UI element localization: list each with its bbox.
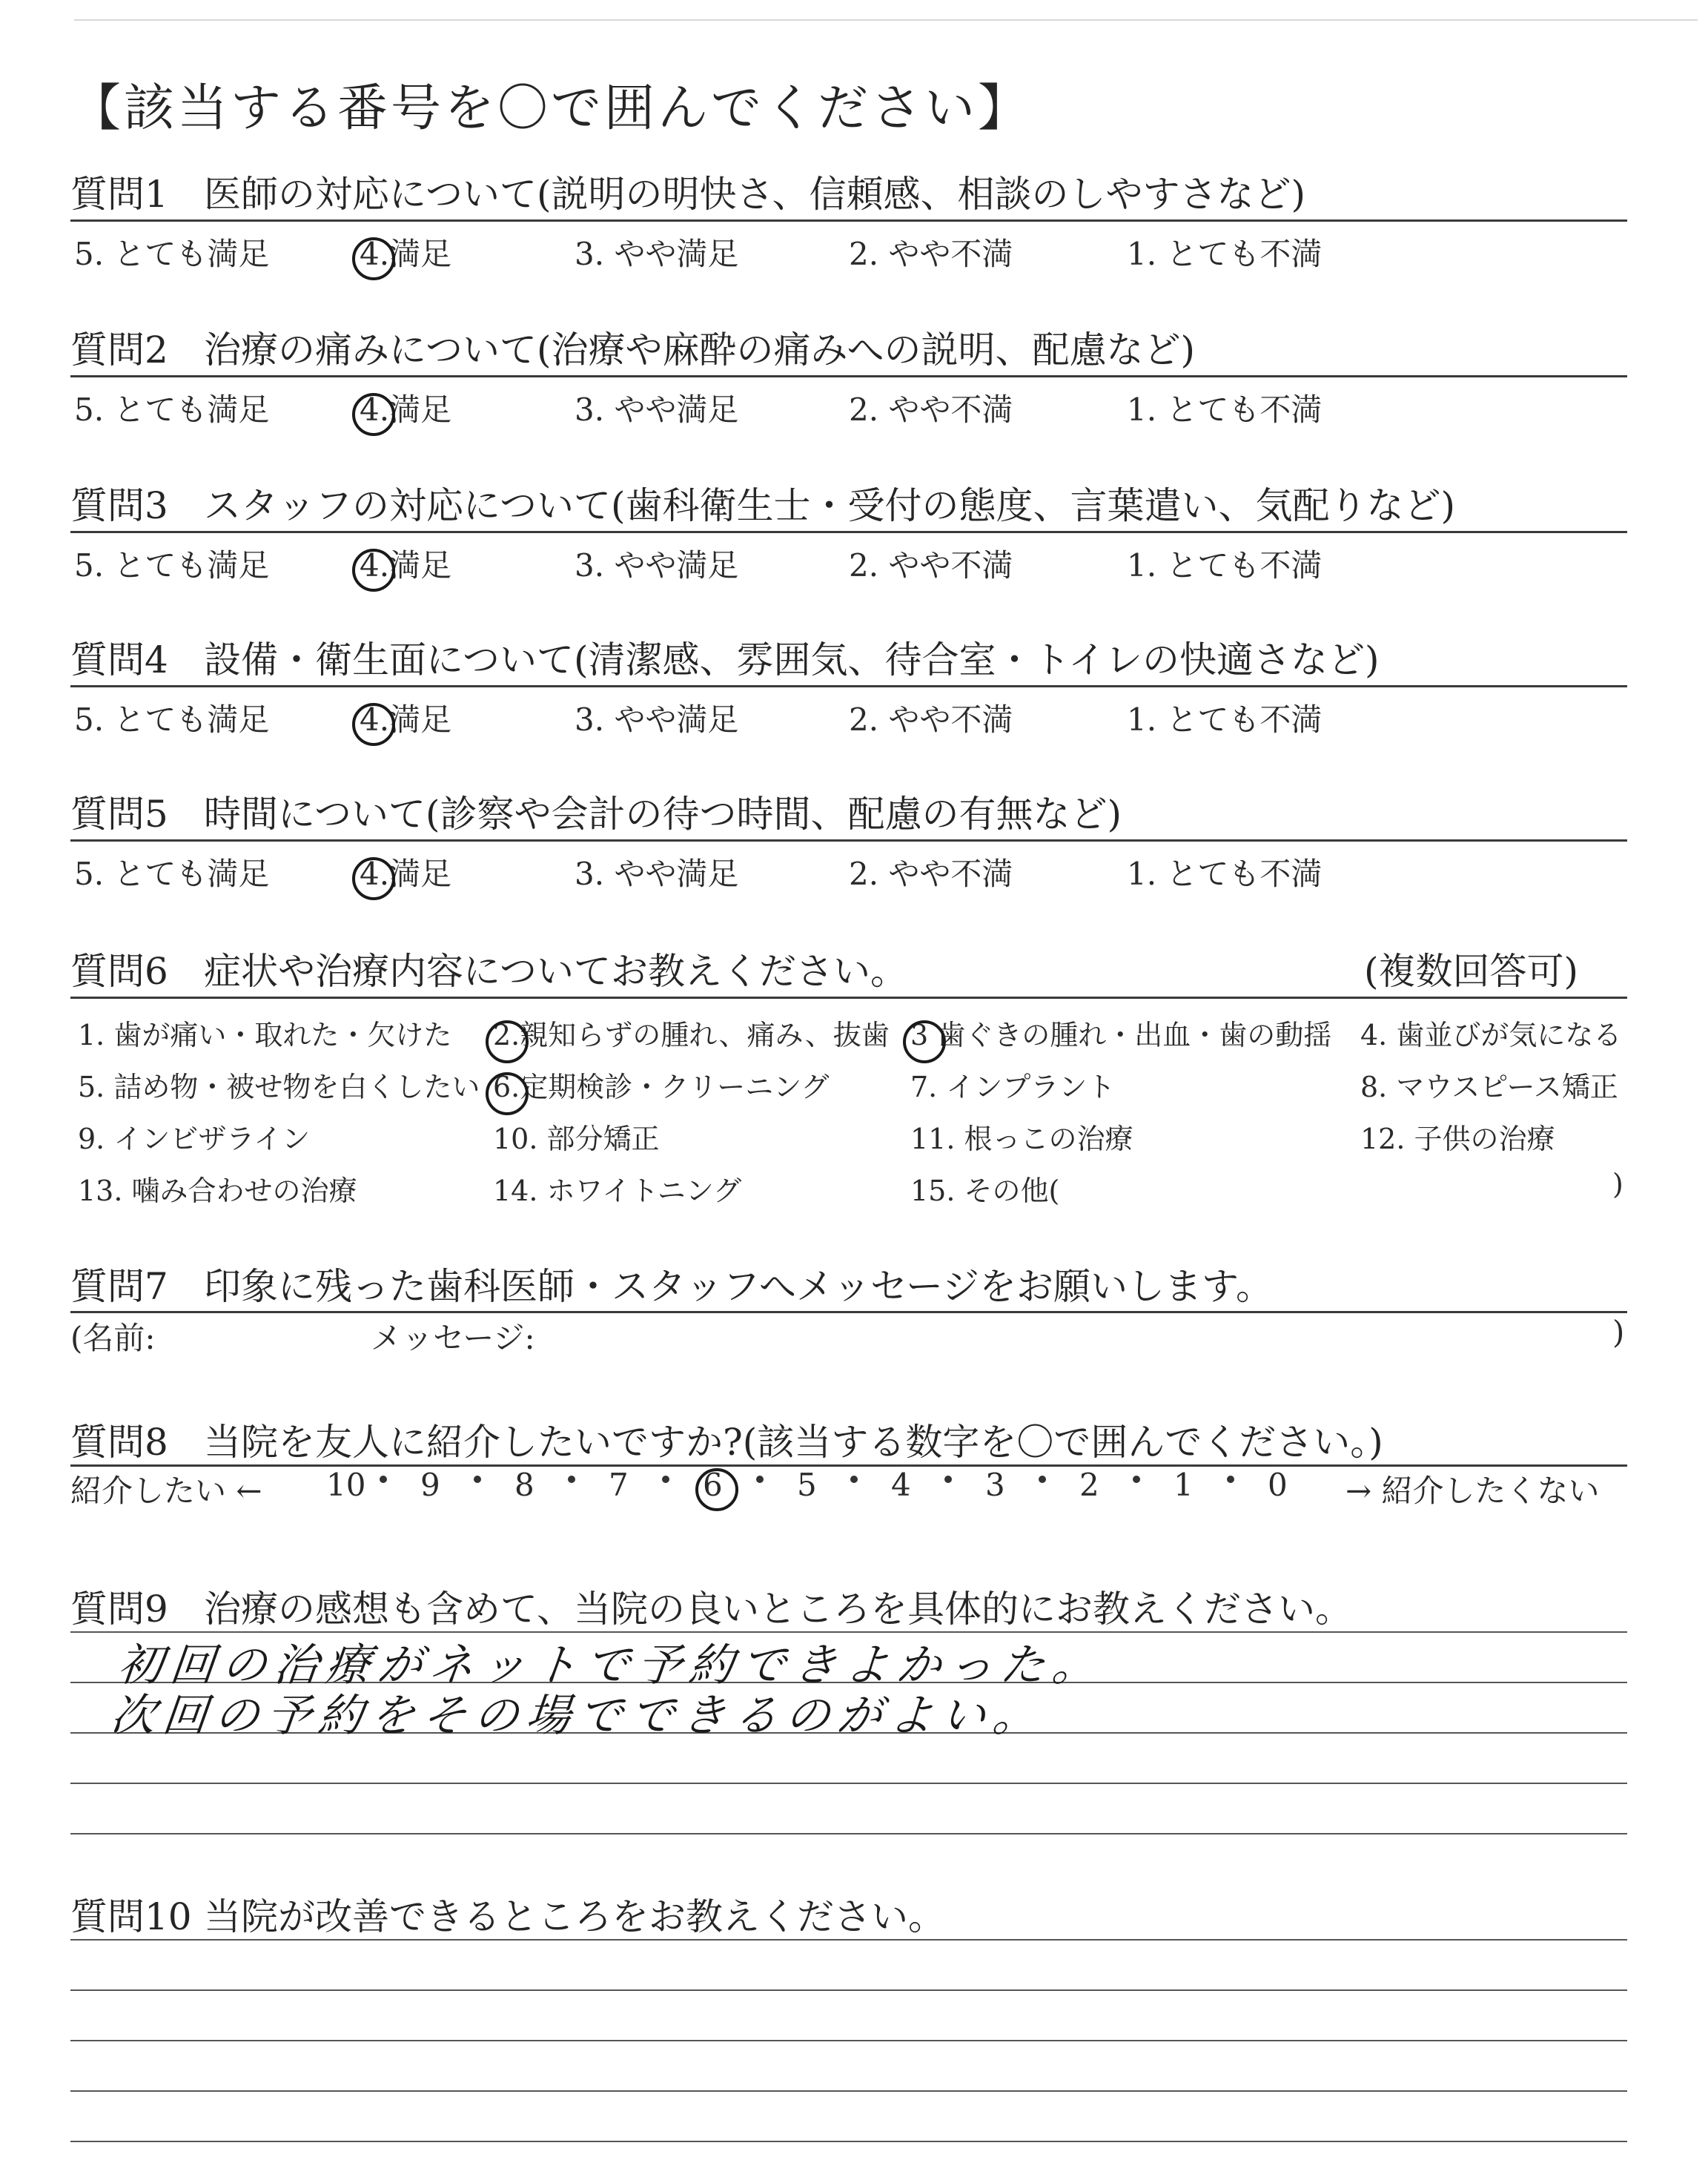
q8-heading [70, 1413, 1383, 1466]
q9-text: 治療の感想も含めて、当院の良いところを具体的にお教えください。 [204, 1588, 1352, 1631]
q9-line-5 [70, 1833, 1627, 1834]
q6-item-6-number-circled[interactable]: 6. [493, 1071, 520, 1103]
q6-item-7: 7. インプラント [910, 1071, 1116, 1103]
q10-line-1 [70, 1939, 1627, 1941]
page-title: 【該当する番号を〇で囲んでください】 [70, 79, 1032, 138]
q9-number: 質問9 [70, 1588, 168, 1631]
q8-number: 質問8 [70, 1421, 168, 1464]
q7-rule [70, 1311, 1627, 1313]
q6-item-10: 10. 部分矯正 [493, 1123, 660, 1155]
q3-opt-5-very-satisfied[interactable]: 5. とても満足 [74, 547, 270, 584]
q8-text: 当院を友人に紹介したいですか?(該当する数字を〇で囲んでください。) [204, 1421, 1383, 1464]
q2-opt-4-label: 満足 [389, 392, 452, 428]
q6-item-13: 13. 噛み合わせの治療 [78, 1175, 357, 1207]
q10-number: 質問10 [70, 1895, 192, 1938]
q8-left-label: 紹介したい ← [70, 1473, 262, 1509]
q8-scale-number: 10 [326, 1467, 366, 1503]
q7-close: ) [1612, 1314, 1625, 1350]
q6-item-8: 8. マウスピース矯正 [1360, 1071, 1618, 1103]
q6-item-3-number-circled[interactable]: 3 [910, 1019, 929, 1051]
q4-opt-2-somewhat-dissatisfied[interactable]: 2. やや不満 [849, 701, 1013, 738]
q8-scale-number: 6 [703, 1467, 723, 1503]
q8-scale-value-8[interactable] [514, 1467, 534, 1503]
q8-scale-separator-dot [380, 1476, 387, 1483]
q3-text: スタッフの対応について(歯科衛生士・受付の態度、言葉遣い、気配りなど) [204, 484, 1456, 527]
q2-opt-4-satisfied [360, 386, 451, 430]
q3-opt-3-somewhat-satisfied[interactable]: 3. やや満足 [575, 547, 739, 584]
q3-opt-2-somewhat-dissatisfied[interactable]: 2. やや不満 [849, 547, 1013, 584]
q8-scale-value-4[interactable] [891, 1467, 911, 1503]
q8-scale-number: 8 [514, 1467, 534, 1503]
q6-item-4: 4. 歯並びが気になる [1360, 1019, 1622, 1051]
q5-opt-2-somewhat-dissatisfied[interactable]: 2. やや不満 [849, 856, 1013, 892]
q10-heading [70, 1887, 945, 1941]
q6-item-14: 14. ホワイトニング [493, 1175, 742, 1207]
q2-number: 質問2 [70, 328, 168, 371]
q1-opt-4-satisfied [360, 230, 451, 274]
q8-right-label: → 紹介したくない [1345, 1473, 1600, 1509]
q8-scale-number: 5 [797, 1467, 817, 1503]
q6-item-12: 12. 子供の治療 [1360, 1123, 1555, 1155]
q5-opt-4-satisfied [360, 850, 451, 894]
q4-opt-3-somewhat-satisfied[interactable]: 3. やや満足 [575, 701, 739, 738]
q1-opt-4-number-circled[interactable]: 4. [360, 236, 390, 272]
q5-heading [70, 785, 1122, 838]
q7-text: 印象に残った歯科医師・スタッフへメッセージをお願いします。 [204, 1265, 1273, 1308]
q6-item-3 [910, 1012, 1331, 1053]
q4-opt-1-very-dissatisfied[interactable]: 1. とても不満 [1127, 701, 1323, 738]
q9-line-4 [70, 1783, 1627, 1784]
q3-opt-4-label: 満足 [389, 547, 452, 584]
q6-item-15-close: ) [1612, 1168, 1623, 1200]
q8-scale-value-2[interactable] [1079, 1467, 1099, 1503]
q2-heading [70, 320, 1195, 374]
q4-opt-5-very-satisfied[interactable]: 5. とても満足 [74, 701, 270, 738]
q6-heading [70, 942, 907, 995]
q5-opt-5-very-satisfied[interactable]: 5. とても満足 [74, 856, 270, 892]
q6-text: 症状や治療内容についてお教えください。 [204, 950, 907, 993]
q6-item-6 [493, 1064, 830, 1105]
q2-opt-2-somewhat-dissatisfied[interactable]: 2. やや不満 [849, 392, 1013, 428]
q1-text: 医師の対応について(説明の明快さ、信頼感、相談のしやすさなど) [204, 173, 1306, 216]
q8-scale-separator-dot [568, 1476, 575, 1483]
q6-note: (複数回答可) [1364, 950, 1579, 993]
q6-item-1: 1. 歯が痛い・取れた・欠けた [78, 1019, 452, 1051]
q10-line-2 [70, 1989, 1627, 1991]
q9-handwritten-line-2: 次回の予約をその場でできるのがよい。 [107, 1690, 1048, 1742]
q7-name-label: (名前: [70, 1320, 156, 1356]
q8-scale-value-9[interactable] [420, 1467, 440, 1503]
q1-rule [70, 219, 1627, 222]
q4-rule [70, 685, 1627, 687]
q1-number: 質問1 [70, 173, 168, 216]
q8-scale-number: 4 [891, 1467, 911, 1503]
q5-opt-3-somewhat-satisfied[interactable]: 3. やや満足 [575, 856, 739, 892]
q6-number: 質問6 [70, 950, 168, 993]
q6-item-5: 5. 詰め物・被せ物を白くしたい [78, 1071, 480, 1103]
q10-line-4 [70, 2090, 1627, 2092]
q5-opt-4-number-circled[interactable]: 4. [360, 856, 390, 892]
q3-opt-4-satisfied [360, 541, 451, 586]
q7-message-label: メッセージ: [371, 1320, 535, 1356]
q6-item-2 [493, 1012, 890, 1053]
q6-item-2-number-circled[interactable]: 2. [493, 1019, 520, 1051]
q5-rule [70, 839, 1627, 842]
q4-opt-4-label: 満足 [389, 701, 452, 738]
q10-line-3 [70, 2040, 1627, 2041]
q6-item-6-label: 定期検診・クリーニング [520, 1071, 830, 1103]
q5-number: 質問5 [70, 793, 168, 836]
q10-line-5 [70, 2141, 1627, 2142]
q2-opt-1-very-dissatisfied[interactable]: 1. とても不満 [1127, 392, 1323, 428]
top-edge-line [74, 19, 1698, 21]
q8-scale-value-7[interactable] [609, 1467, 629, 1503]
q5-opt-4-label: 満足 [389, 856, 452, 892]
q9-handwritten-line-1: 初回の治療がネットで予約できよかった。 [115, 1639, 1108, 1691]
q6-item-2-label: 親知らずの腫れ、痛み、抜歯 [520, 1019, 890, 1051]
q8-scale-separator-dot [474, 1476, 481, 1483]
q8-scale-separator-dot [662, 1476, 669, 1483]
q6-item-9: 9. インビザライン [78, 1123, 311, 1155]
q8-scale-value-3[interactable] [985, 1467, 1005, 1503]
q4-heading [70, 630, 1380, 684]
q8-scale-number: 2 [1079, 1467, 1099, 1503]
q2-text: 治療の痛みについて(治療や麻酔の痛みへの説明、配慮など) [204, 328, 1196, 371]
q4-opt-4-number-circled[interactable]: 4. [360, 701, 390, 738]
q3-opt-4-number-circled[interactable]: 4. [360, 547, 390, 584]
q2-opt-5-very-satisfied[interactable]: 5. とても満足 [74, 392, 270, 428]
q6-rule [70, 997, 1627, 999]
q3-opt-1-very-dissatisfied[interactable]: 1. とても不満 [1127, 547, 1323, 584]
q8-scale-separator-dot [944, 1476, 952, 1483]
q1-opt-3-somewhat-satisfied[interactable]: 3. やや満足 [575, 236, 739, 272]
q8-scale-value-10[interactable] [326, 1467, 365, 1503]
q3-number: 質問3 [70, 484, 168, 527]
q8-scale-number: 1 [1174, 1467, 1194, 1503]
q8-scale-separator-dot [1133, 1476, 1140, 1483]
q8-scale-value-1[interactable] [1174, 1467, 1194, 1503]
q3-heading [70, 476, 1455, 529]
q4-opt-4-satisfied [360, 696, 451, 740]
q4-number: 質問4 [70, 638, 168, 681]
q7-number: 質問7 [70, 1265, 168, 1308]
q1-opt-2-somewhat-dissatisfied[interactable]: 2. やや不満 [849, 236, 1013, 272]
q8-scale-separator-dot [756, 1476, 764, 1483]
q6-item-3-label: 歯ぐきの腫れ・出血・歯の動揺 [937, 1019, 1332, 1051]
q8-scale-separator-dot [850, 1476, 858, 1483]
q2-rule [70, 375, 1627, 377]
q1-opt-4-label: 満足 [389, 236, 452, 272]
q8-scale-separator-dot [1227, 1476, 1234, 1483]
q3-rule [70, 531, 1627, 533]
q1-opt-1-very-dissatisfied[interactable]: 1. とても不満 [1127, 236, 1323, 272]
q5-text: 時間について(診察や会計の待つ時間、配慮の有無など) [204, 793, 1122, 836]
q8-scale-number: 3 [985, 1467, 1005, 1503]
q9-heading [70, 1579, 1352, 1633]
q7-heading [70, 1257, 1273, 1310]
q8-scale-number: 0 [1268, 1467, 1288, 1503]
q1-heading [70, 165, 1305, 218]
q8-scale-value-6[interactable] [703, 1467, 723, 1503]
q5-opt-1-very-dissatisfied[interactable]: 1. とても不満 [1127, 856, 1323, 892]
q8-scale-value-5[interactable] [797, 1467, 817, 1503]
q6-item-11: 11. 根っこの治療 [910, 1123, 1133, 1155]
q1-opt-5-very-satisfied[interactable]: 5. とても満足 [74, 236, 270, 272]
q2-opt-4-number-circled[interactable]: 4. [360, 392, 390, 428]
q6-item-15: 15. その他( [910, 1175, 1060, 1207]
q8-scale-number: 9 [420, 1467, 440, 1503]
q10-text: 当院が改善できるところをお教えください。 [204, 1895, 945, 1938]
q2-opt-3-somewhat-satisfied[interactable]: 3. やや満足 [575, 392, 739, 428]
q4-text: 設備・衛生面について(清潔感、雰囲気、待合室・トイレの快適さなど) [204, 638, 1380, 681]
q8-scale-value-0[interactable] [1268, 1467, 1288, 1503]
q8-scale-number: 7 [609, 1467, 629, 1503]
q8-scale-separator-dot [1039, 1476, 1046, 1483]
